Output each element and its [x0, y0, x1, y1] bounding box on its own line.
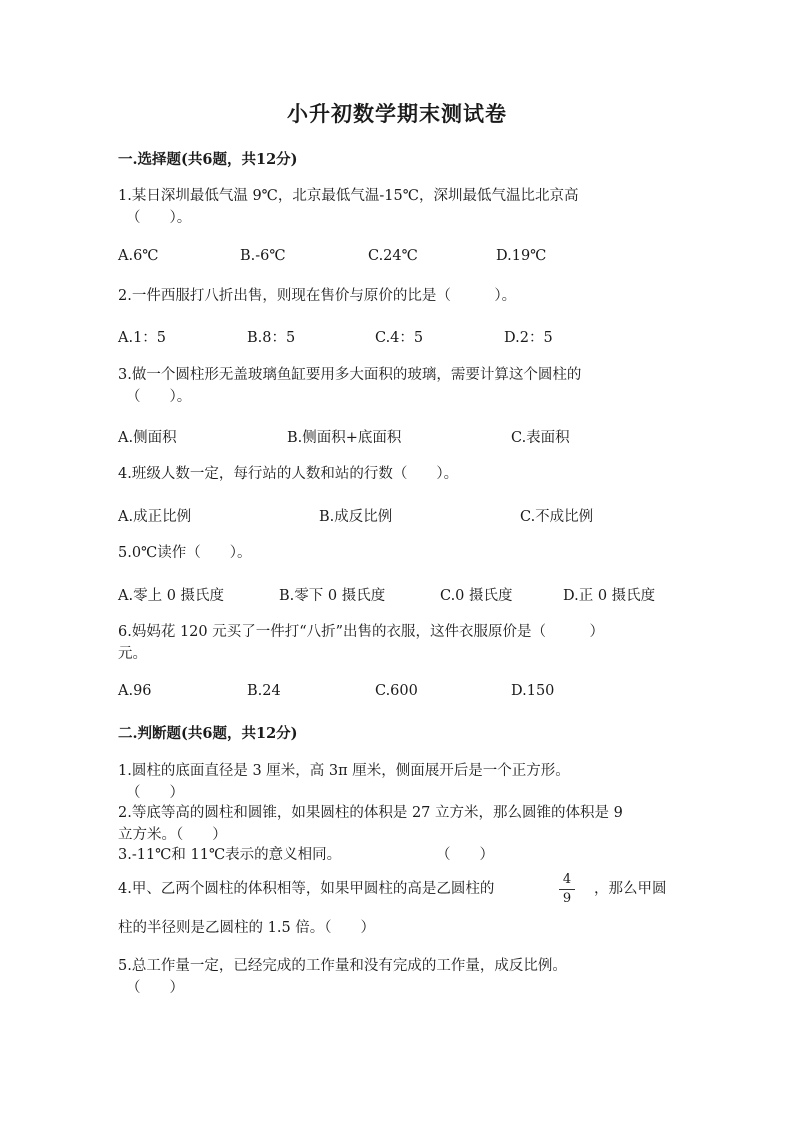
- question-2: 2.一件西服打八折出售，则现在售价与原价的比是（ ）。: [118, 288, 517, 304]
- q1-option-a: A.6℃: [118, 248, 159, 264]
- question-6-line-1: 6.妈妈花 120 元买了一件打“八折”出售的衣服，这件衣服原价是（ ）: [118, 624, 605, 640]
- q2-option-d: D.2：5: [504, 330, 553, 346]
- q2-option-b: B.8：5: [247, 330, 296, 346]
- q3-option-a: A.侧面积: [118, 430, 177, 446]
- fraction-denominator: 9: [562, 891, 572, 906]
- judgement-1-line-2: （ ）: [126, 785, 184, 801]
- judgement-4-after: ，那么甲圆: [594, 881, 667, 897]
- judgement-3-blank: （ ）: [436, 847, 494, 863]
- question-1-line-2: （ ）。: [126, 210, 192, 226]
- judgement-4-line-2: 柱的半径则是乙圆柱的 1.5 倍。（ ）: [118, 920, 376, 936]
- q5-option-c: C.0 摄氏度: [440, 588, 513, 604]
- q6-option-c: C.600: [375, 683, 418, 699]
- q3-option-b: B.侧面积+底面积: [287, 430, 402, 446]
- judgement-5-line-1: 5.总工作量一定，已经完成的工作量和没有完成的工作量，成反比例。: [118, 958, 567, 974]
- q6-option-d: D.150: [511, 683, 555, 699]
- judgement-1-line-1: 1.圆柱的底面直径是 3 厘米，高 3π 厘米，侧面展开后是一个正方形。: [118, 763, 570, 779]
- q1-option-b: B.-6℃: [240, 248, 286, 264]
- q2-option-c: C.4：5: [375, 330, 424, 346]
- q4-option-b: B.成反比例: [319, 509, 393, 525]
- fraction-bar: [559, 889, 575, 890]
- question-6-line-2: 元。: [118, 646, 147, 662]
- judgement-2: [118, 802, 623, 846]
- q5-option-a: A.零上 0 摄氏度: [118, 588, 225, 604]
- q4-option-c: C.不成比例: [520, 509, 594, 525]
- fraction-numerator: 4: [562, 872, 572, 887]
- q6-option-a: A.96: [118, 683, 152, 699]
- question-3: [118, 364, 581, 408]
- q5-option-d: D.正 0 摄氏度: [563, 588, 656, 604]
- fraction-four-ninths: [557, 873, 577, 906]
- q4-option-a: A.成正比例: [118, 509, 192, 525]
- question-1-line-1: 1.某日深圳最低气温 9℃，北京最低气温-15℃，深圳最低气温比北京高: [118, 188, 579, 204]
- q1-option-d: D.19℃: [496, 248, 547, 264]
- question-5: 5.0℃读作（ ）。: [118, 545, 252, 561]
- question-1: [118, 185, 578, 229]
- question-3-line-1: 3.做一个圆柱形无盖玻璃鱼缸要用多大面积的玻璃，需要计算这个圆柱的: [118, 367, 582, 383]
- q6-option-b: B.24: [247, 683, 281, 699]
- q1-option-c: C.24℃: [368, 248, 418, 264]
- q3-option-c: C.表面积: [511, 430, 570, 446]
- judgement-1: [118, 760, 570, 804]
- section-heading-choice: 一.选择题(共6题，共12分): [118, 151, 298, 168]
- section-heading-judgement: 二.判断题(共6题，共12分): [118, 725, 298, 742]
- q5-option-b: B.零下 0 摄氏度: [279, 588, 386, 604]
- question-3-line-2: （ ）。: [126, 389, 192, 405]
- question-6: [118, 621, 604, 665]
- judgement-5-line-2: （ ）: [126, 980, 184, 996]
- judgement-4-before: 4.甲、乙两个圆柱的体积相等，如果甲圆柱的高是乙圆柱的: [118, 881, 495, 897]
- q2-option-a: A.1：5: [118, 330, 167, 346]
- judgement-3-text: 3.-11℃和 11℃表示的意义相同。: [118, 847, 342, 863]
- page-title: 小升初数学期末测试卷: [287, 101, 507, 126]
- judgement-5: [118, 955, 567, 999]
- judgement-2-line-1: 2.等底等高的圆柱和圆锥，如果圆柱的体积是 27 立方米，那么圆锥的体积是 9: [118, 805, 623, 821]
- judgement-2-line-2: 立方米。（ ）: [118, 827, 227, 843]
- question-4: 4.班级人数一定，每行站的人数和站的行数（ ）。: [118, 466, 459, 482]
